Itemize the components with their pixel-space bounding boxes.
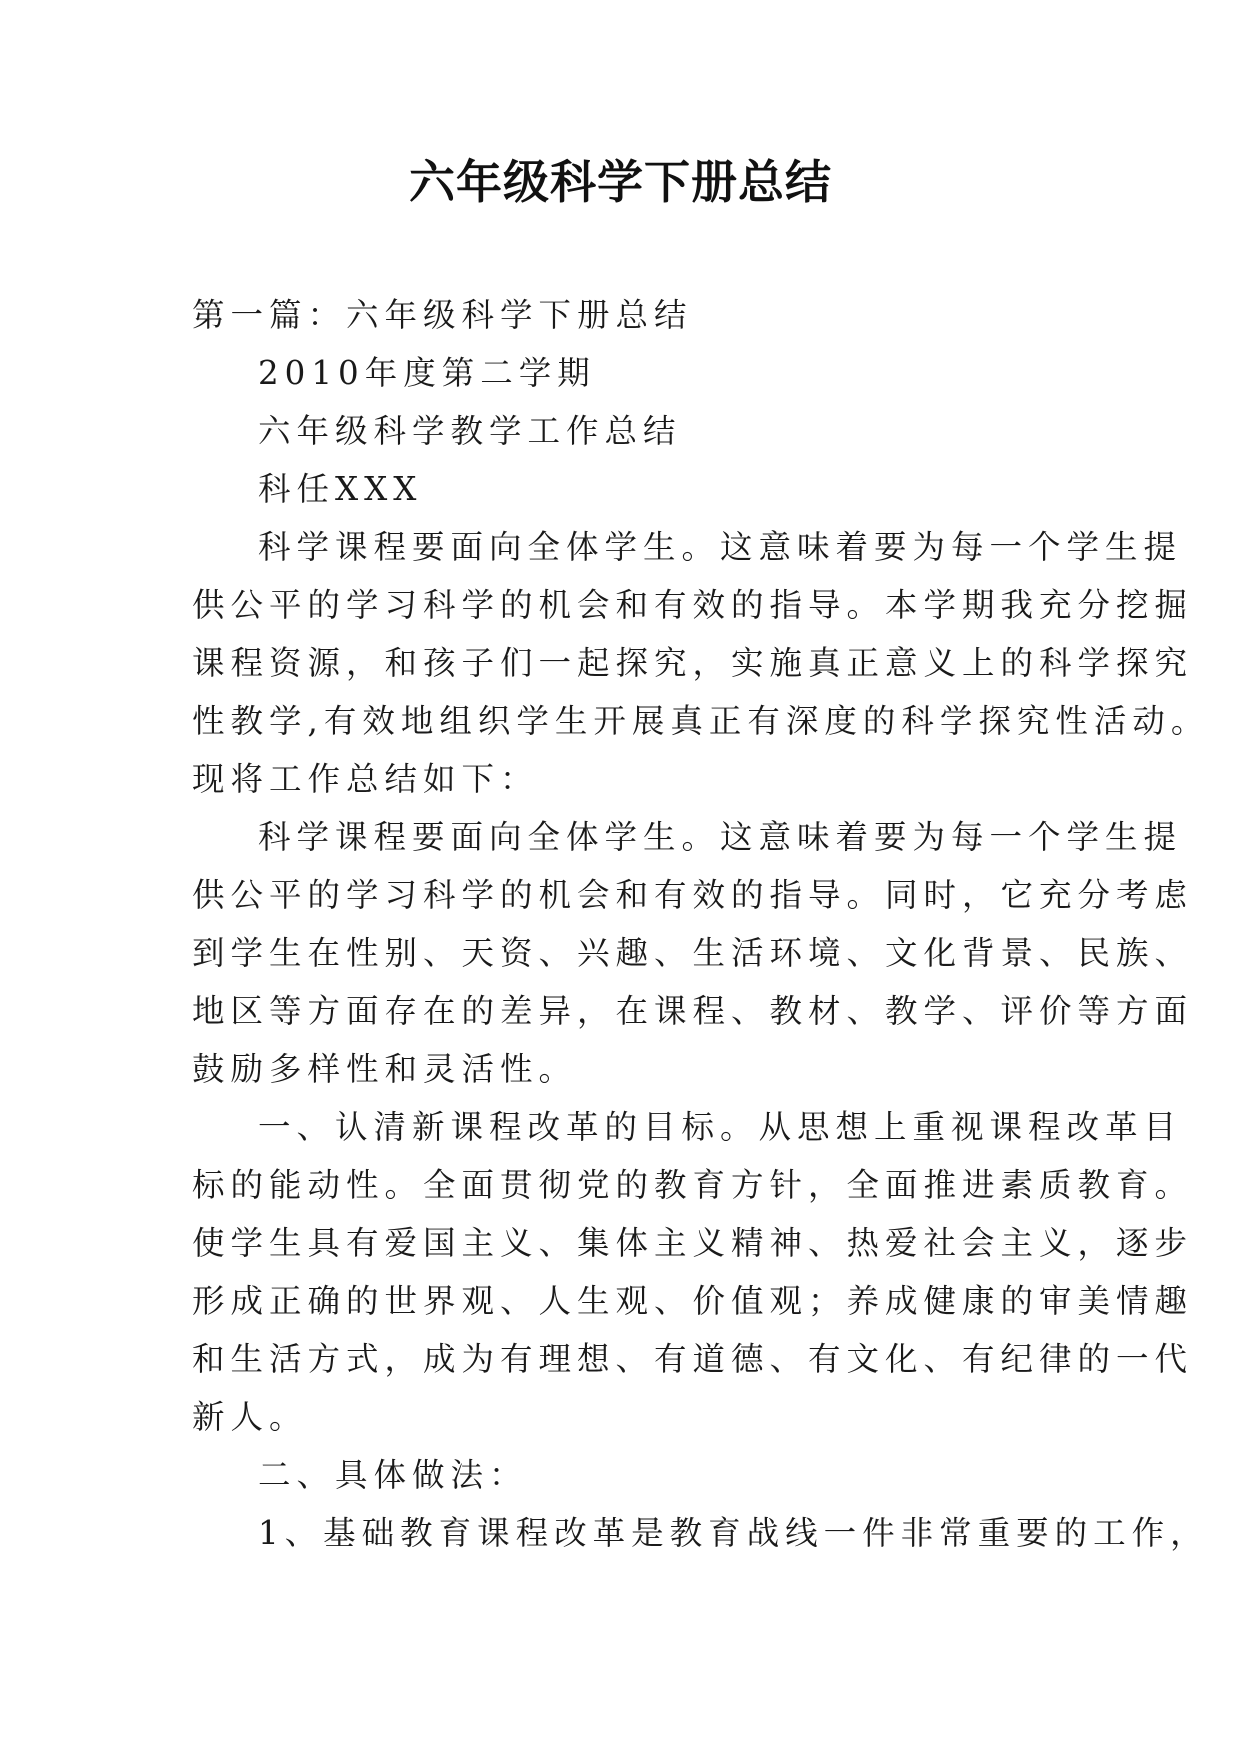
text-line: 性教学,有效地组织学生开展真正有深度的科学探究性活动。 bbox=[192, 702, 1210, 740]
list-item: 1、基础教育课程改革是教育战线一件非常重要的工作， bbox=[258, 1514, 1209, 1552]
paragraph-goals bbox=[192, 1098, 1194, 1446]
text-line: 鼓励多样性和灵活性。 bbox=[192, 1050, 578, 1088]
document-title: 六年级科学下册总结 bbox=[409, 155, 832, 209]
text-line: 新人。 bbox=[192, 1398, 308, 1436]
text-line: 科学课程要面向全体学生。这意味着要为每一个学生提 bbox=[258, 818, 1183, 856]
paragraph-students bbox=[192, 808, 1194, 1098]
text-line: 地区等方面存在的差异，在课程、教材、教学、评价等方面 bbox=[192, 992, 1194, 1030]
chapter-heading: 第一篇：六年级科学下册总结 bbox=[192, 296, 693, 334]
section-heading: 二、具体做法： bbox=[258, 1456, 528, 1494]
text-line: 现将工作总结如下： bbox=[192, 760, 539, 798]
subtitle-line: 六年级科学教学工作总结 bbox=[258, 412, 682, 450]
text-line: 使学生具有爱国主义、集体主义精神、热爱社会主义，逐步 bbox=[192, 1224, 1194, 1262]
text-line: 科学课程要面向全体学生。这意味着要为每一个学生提 bbox=[258, 528, 1183, 566]
text-line: 标的能动性。全面贯彻党的教育方针，全面推进素质教育。 bbox=[192, 1166, 1194, 1204]
text-line: 和生活方式，成为有理想、有道德、有文化、有纪律的一代 bbox=[192, 1340, 1194, 1378]
document-body bbox=[192, 286, 1210, 1562]
author-line: 科任XXX bbox=[258, 470, 423, 508]
term-line: 2010年度第二学期 bbox=[258, 354, 596, 392]
text-line: 到学生在性别、天资、兴趣、生活环境、文化背景、民族、 bbox=[192, 934, 1194, 972]
paragraph-intro bbox=[192, 518, 1210, 808]
text-line: 供公平的学习科学的机会和有效的指导。本学期我充分挖掘 bbox=[192, 586, 1194, 624]
text-line: 供公平的学习科学的机会和有效的指导。同时，它充分考虑 bbox=[192, 876, 1194, 914]
text-line: 课程资源，和孩子们一起探究，实施真正意义上的科学探究 bbox=[192, 644, 1194, 682]
text-line: 形成正确的世界观、人生观、价值观；养成健康的审美情趣 bbox=[192, 1282, 1194, 1320]
text-line: 一、认清新课程改革的目标。从思想上重视课程改革目 bbox=[258, 1108, 1183, 1146]
